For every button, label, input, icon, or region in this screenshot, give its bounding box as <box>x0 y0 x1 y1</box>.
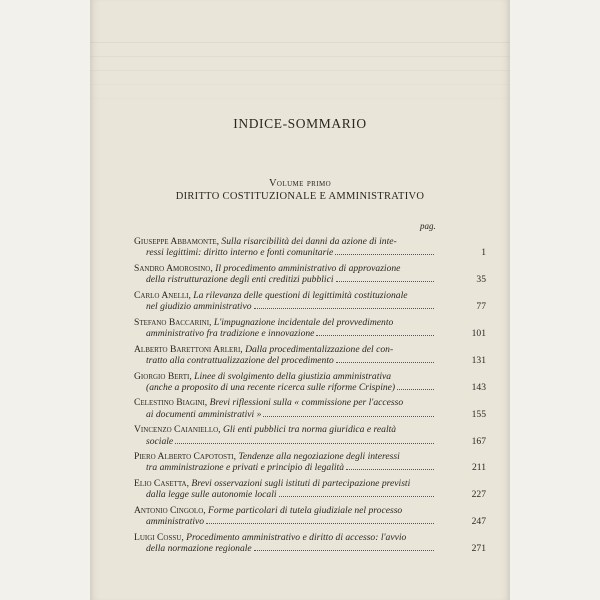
toc-entry <box>134 289 486 313</box>
entry-title-line2: dalla legge sulle autonomie locali <box>146 489 277 501</box>
entry-title-line2: della ristrutturazione degli enti creditizi pubblici <box>146 274 334 286</box>
book-page <box>90 0 510 600</box>
toc-entry <box>134 343 486 366</box>
page-title: INDICE-SOMMARIO <box>233 116 367 131</box>
toc-entry <box>134 262 486 286</box>
entry-title-line1: Dalla procedimentalizzazione del con- <box>242 343 394 355</box>
entry-author: Luigi Cossu, <box>134 531 184 543</box>
entry-page-number: 211 <box>471 462 486 474</box>
entry-title-line2: nel giudizio amministrativo <box>146 301 252 313</box>
entry-author: Sandro Amorosino, <box>134 262 213 274</box>
toc-entry <box>134 316 486 339</box>
entry-title-line2: amministrativo <box>146 516 205 528</box>
entry-title-line2: ressi legittimi: diritto interno e fonti comunitarie <box>146 247 334 259</box>
entry-title-line1: Linee di svolgimento della giustizia amministrativa <box>191 370 392 382</box>
toc-entry <box>134 451 486 474</box>
volume-title: DIRITTO COSTITUZIONALE E AMMINISTRATIVO <box>175 191 425 202</box>
entry-page-number: 101 <box>471 327 486 339</box>
entry-page-number: 155 <box>471 408 486 420</box>
toc-entry <box>134 478 486 501</box>
toc-entry <box>134 505 486 528</box>
dot-leader <box>254 308 434 309</box>
entry-author: Giuseppe Abbamonte, <box>134 236 220 247</box>
entry-title-line1: Brevi riflessioni sulla « commissione per l'accesso <box>207 397 404 409</box>
entry-author: Antonio Cingolo, <box>134 505 206 517</box>
entry-author: Stefano Baccarini, <box>134 316 212 328</box>
entry-title-line1: Procedimento amministrativo e diritto di accesso: l'avvio <box>183 531 407 543</box>
entry-page-number: 77 <box>476 301 486 313</box>
toc-entry <box>134 236 486 259</box>
toc-entry <box>134 531 486 555</box>
entry-title-line2: amministrativo fra tradizione e innovazione <box>146 327 315 339</box>
entry-page-number: 35 <box>476 274 486 286</box>
entry-page-number: 167 <box>471 435 486 447</box>
toc-entry <box>134 370 486 393</box>
entry-title-line2: ai documenti amministrativi » <box>146 408 262 420</box>
toc-entry <box>134 397 486 420</box>
entry-author: Elio Casetta, <box>134 478 189 490</box>
entry-title-line2: della normazione regionale <box>146 543 252 555</box>
entry-title-line1: L'impugnazione incidentale del provvedimento <box>211 316 394 328</box>
entry-title-line1: Brevi osservazioni sugli istituti di partecipazione previsti <box>189 478 411 490</box>
entry-title-line1: Gli enti pubblici tra norma giuridica e realtà <box>220 424 397 436</box>
entry-author: Vincenzo Caianiello, <box>134 424 221 436</box>
entry-title-line1: Sulla risarcibilità dei danni da azione di inte- <box>219 236 397 247</box>
toc-entries <box>134 236 486 559</box>
entry-title-line2: tratto alla contrattualizzazione del procedimento <box>146 354 334 366</box>
dot-leader <box>206 523 434 524</box>
entry-title-line1: La rilevanza delle questioni di legittimità costituzionale <box>190 289 408 301</box>
volume-label: Volume primo <box>268 178 332 189</box>
dot-leader <box>336 362 434 363</box>
entry-author: Piero Alberto Capotosti, <box>134 451 237 463</box>
entry-page-number: 247 <box>471 516 486 528</box>
toc-entry <box>134 424 486 447</box>
entry-author: Carlo Anelli, <box>134 289 191 301</box>
dot-leader <box>254 550 434 551</box>
entry-page-number: 131 <box>471 354 486 366</box>
dot-leader <box>279 496 434 497</box>
dot-leader <box>316 335 434 336</box>
page-column-label: pag. <box>420 221 436 231</box>
entry-page-number: 227 <box>471 489 486 501</box>
entry-title-line1: Il procedimento amministrativo di approvazione <box>212 262 401 274</box>
entry-title-line2: tra amministrazione e privati e principio di legalità <box>146 462 344 474</box>
entry-page-number: 1 <box>481 247 486 259</box>
entry-page-number: 143 <box>471 381 486 393</box>
dot-leader <box>175 443 434 444</box>
entry-title-line1: Forme particolari di tutela giudiziale nel processo <box>205 505 403 517</box>
bleed-through-text <box>90 30 510 120</box>
entry-title-line1: Tendenze alla negoziazione degli interessi <box>236 451 400 463</box>
dot-leader <box>335 254 434 255</box>
entry-title-line2: (anche a proposito di una recente ricerca sulle riforme Crispine) <box>146 381 396 393</box>
entry-author: Alberto Barettoni Arleri, <box>134 343 243 355</box>
dot-leader <box>346 469 434 470</box>
entry-page-number: 271 <box>471 543 486 555</box>
dot-leader <box>397 389 434 390</box>
dot-leader <box>263 416 434 417</box>
entry-author: Giorgio Berti, <box>134 370 192 382</box>
entry-author: Celestino Biagini, <box>134 397 208 409</box>
entry-title-line2: sociale <box>146 435 174 447</box>
dot-leader <box>336 281 434 282</box>
